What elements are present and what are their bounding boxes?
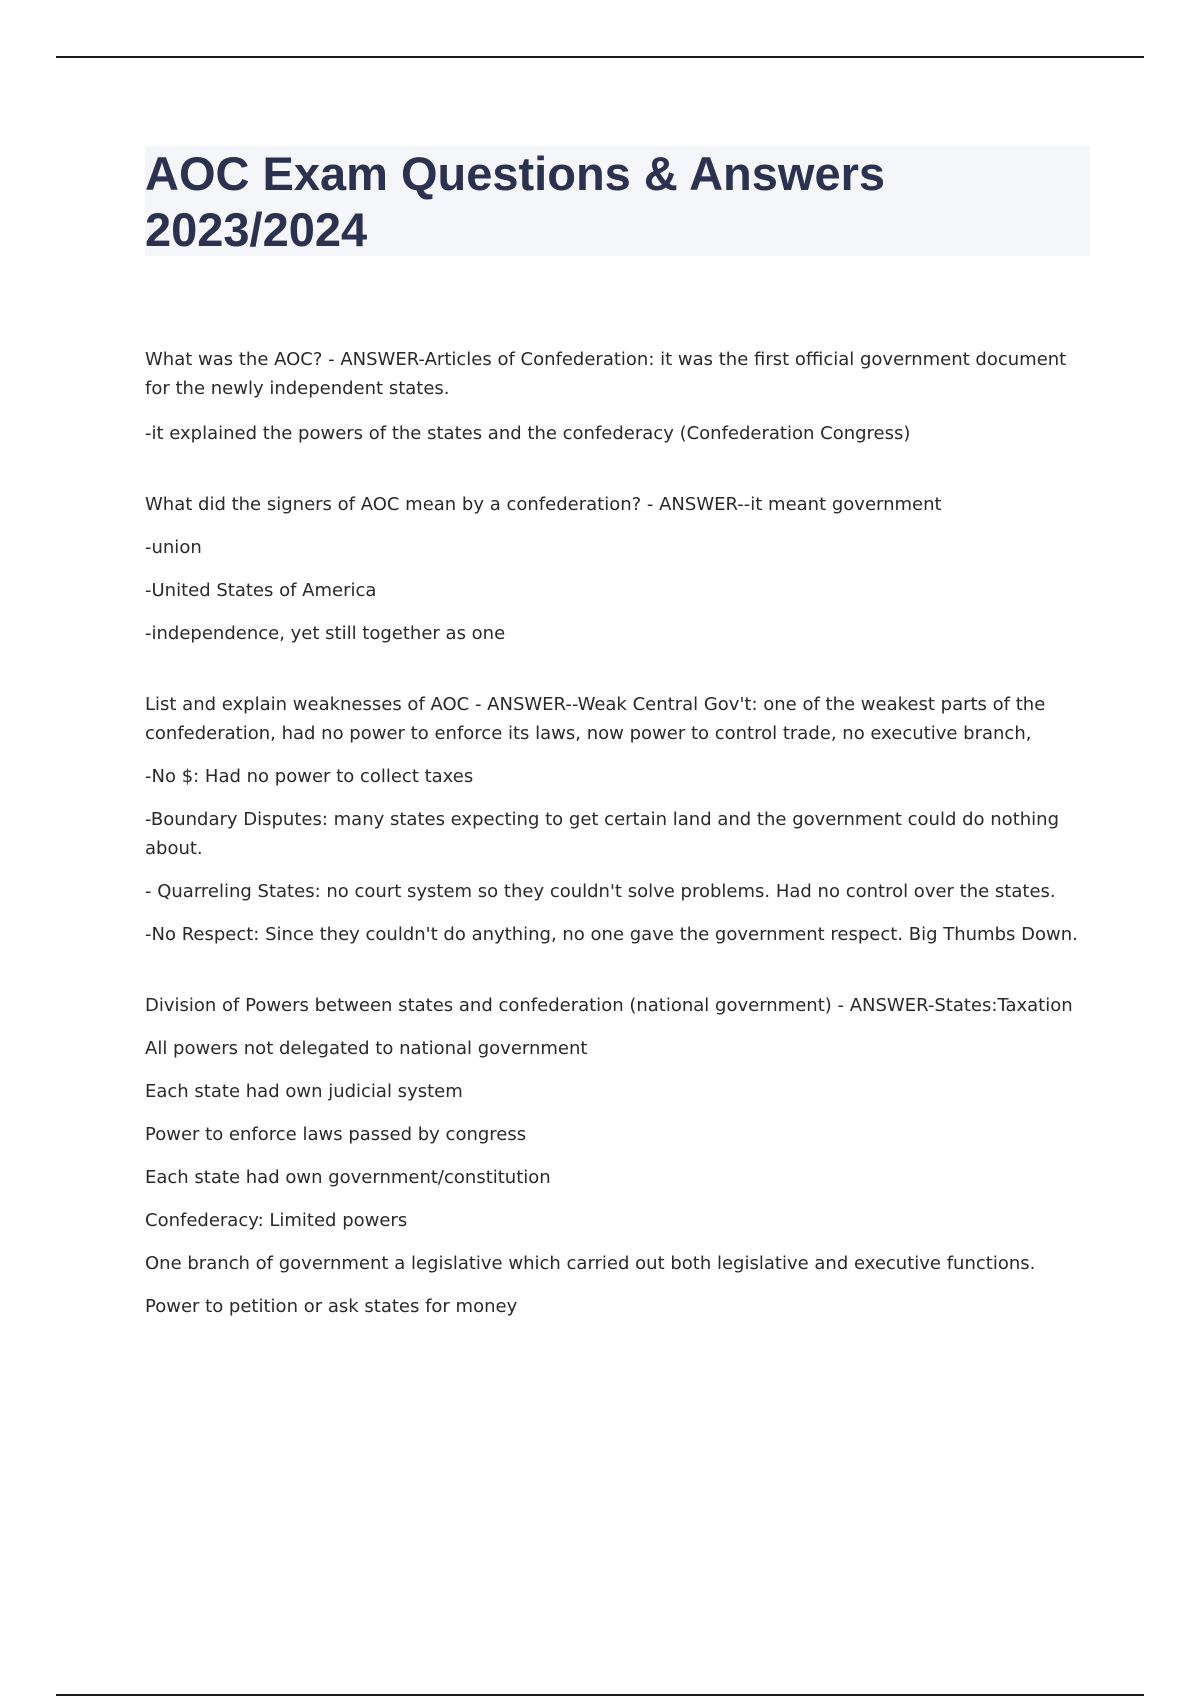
qa-line: -United States of America — [145, 580, 377, 601]
qa-line: One branch of government a legislative which carried out both legislative and executive functions. — [145, 1253, 1036, 1274]
qa-line: Each state had own government/constitution — [145, 1167, 551, 1188]
qa-line: Each state had own judicial system — [145, 1081, 463, 1102]
qa-line: -No $: Had no power to collect taxes — [145, 766, 474, 787]
top-rule — [56, 56, 1144, 58]
qa-line: Division of Powers between states and confederation (national government) - ANSWER-States:Taxation — [145, 995, 1073, 1016]
document-body — [145, 345, 1095, 1363]
qa-block-weaknesses — [145, 690, 1095, 949]
qa-line: List and explain weaknesses of AOC - ANSWER--Weak Central Gov't: one of the weakest parts of the confederation, had no power to enforce its laws, now power to control trade, no executive branch, — [145, 694, 1046, 744]
qa-line: What did the signers of AOC mean by a confederation? - ANSWER--it meant government — [145, 494, 942, 515]
qa-line: -independence, yet still together as one — [145, 623, 506, 644]
qa-block-division-of-powers — [145, 991, 1095, 1321]
qa-line: Confederacy: Limited powers — [145, 1210, 408, 1231]
qa-block-confederation-meaning — [145, 490, 1095, 648]
qa-line: -union — [145, 537, 202, 558]
qa-line: -it explained the powers of the states and the confederacy (Confederation Congress) — [145, 423, 911, 444]
qa-line: All powers not delegated to national government — [145, 1038, 588, 1059]
title-banner — [145, 146, 1090, 256]
qa-line: - Quarreling States: no court system so they couldn't solve problems. Had no control over the states. — [145, 881, 1056, 902]
qa-line: Power to petition or ask states for money — [145, 1296, 518, 1317]
document-title: AOC Exam Questions & Answers 2023/2024 — [145, 147, 886, 256]
qa-line: What was the AOC? - ANSWER-Articles of Confederation: it was the first official government document for the newly independent states. — [145, 349, 1067, 399]
bottom-rule — [56, 1694, 1144, 1696]
qa-line: Power to enforce laws passed by congress — [145, 1124, 527, 1145]
qa-line: -Boundary Disputes: many states expecting to get certain land and the government could do nothing about. — [145, 809, 1059, 859]
qa-block-aoc-definition — [145, 345, 1095, 448]
qa-line: -No Respect: Since they couldn't do anything, no one gave the government respect. Big Thumbs Down. — [145, 924, 1078, 945]
